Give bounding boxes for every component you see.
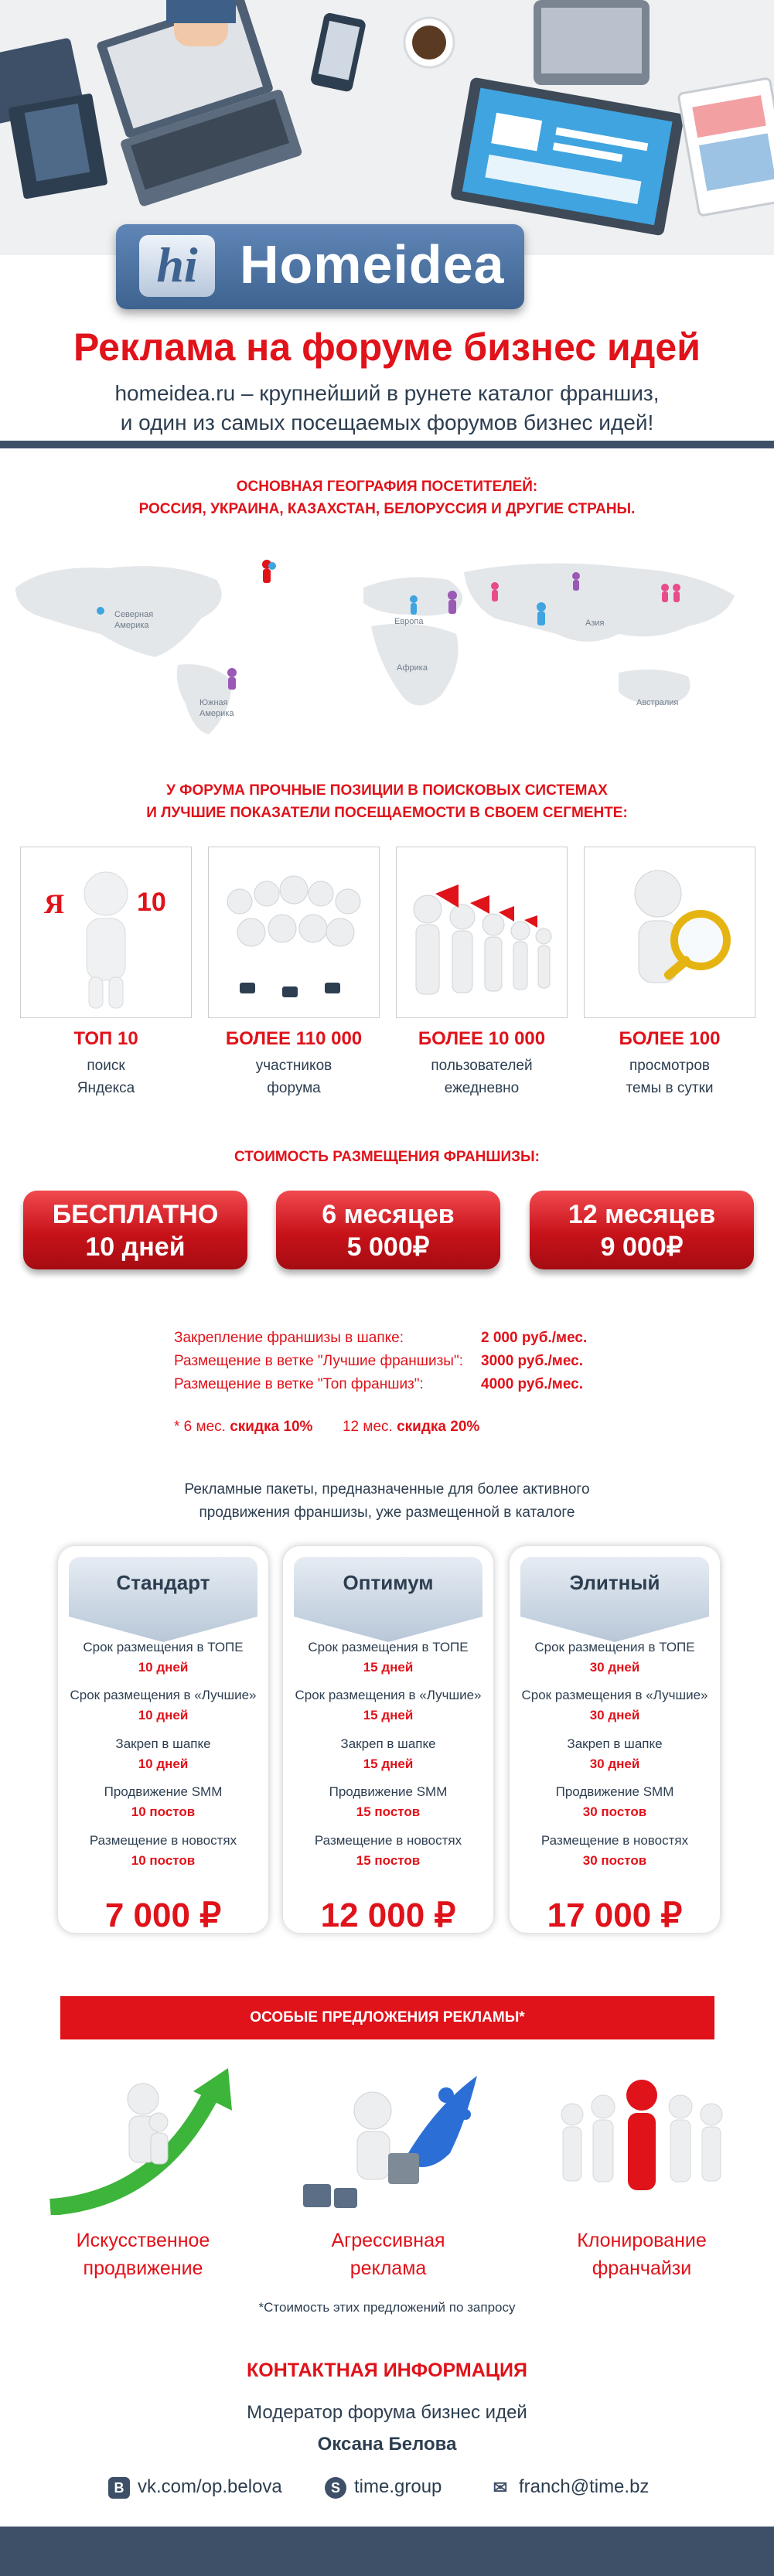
offer-line: Агрессивная: [331, 2230, 445, 2251]
fee-value-best: 3000 руб./мес.: [481, 1353, 583, 1369]
hero-subtitle-line1: homeidea.ru – крупнейший в рунете каталог франшиз,: [114, 381, 660, 405]
row-value: 15 постов: [356, 1804, 421, 1819]
row-value: 30 постов: [582, 1853, 647, 1868]
pricing-title: СТОИМОСТЬ РАЗМЕЩЕНИЯ ФРАНШИЗЫ:: [234, 1149, 540, 1165]
stat-desc-views: [577, 1055, 762, 1099]
package-row: [58, 1637, 268, 1678]
stat-desc-line: пользователей: [431, 1058, 533, 1074]
stat-desc-members: [201, 1055, 387, 1099]
row-label: Продвижение SMM: [104, 1784, 223, 1799]
positions-title-line2: И ЛУЧШИЕ ПОКАЗАТЕЛИ ПОСЕЩАЕМОСТИ В СВОЕМ СЕГМЕНТЕ:: [146, 805, 628, 821]
hero-subtitle-line2: и один из самых посещаемых форумов бизнес идей!: [120, 411, 654, 434]
row-label: Закреп в шапке: [567, 1736, 663, 1751]
stat-desc-line: форума: [267, 1080, 321, 1096]
row-label: Закреп в шапке: [115, 1736, 211, 1751]
row-label: Продвижение SMM: [329, 1784, 448, 1799]
row-label: Закреп в шапке: [340, 1736, 436, 1751]
row-label: Размещение в новостях: [314, 1833, 462, 1848]
hero-subtitle: [0, 379, 774, 438]
offer-line: Клонирование: [577, 2230, 707, 2251]
row-label: Продвижение SMM: [555, 1784, 674, 1799]
positions-title-line1: У ФОРУМА ПРОЧНЫЕ ПОЗИЦИИ В ПОИСКОВЫХ СИСТЕМАХ: [166, 782, 608, 799]
row-label: Срок размещения в «Лучшие»: [295, 1688, 482, 1702]
package-row: [283, 1734, 493, 1774]
contact-name: Оксана Белова: [317, 2434, 457, 2455]
row-label: Размещение в новостях: [540, 1833, 689, 1848]
price-free-button[interactable]: [23, 1191, 247, 1269]
package-price: 17 000 ₽: [547, 1896, 683, 1934]
stat-image-magnifier: [584, 847, 755, 1018]
stat-desc-line: темы в сутки: [626, 1080, 714, 1096]
contact-email[interactable]: [489, 2474, 649, 2500]
package-row: [283, 1685, 493, 1726]
price-button-line1: 12 месяцев: [568, 1200, 716, 1229]
vk-link[interactable]: vk.com/op.belova: [138, 2476, 282, 2497]
discount-note: [174, 1419, 479, 1436]
hero-banner: [0, 0, 774, 441]
package-row: [58, 1782, 268, 1822]
row-label: Размещение в новостях: [89, 1833, 237, 1848]
stat-value-members: БОЛЕЕ 110 000: [225, 1028, 363, 1049]
package-header: [69, 1557, 257, 1642]
clone-figures-illustration: [541, 2060, 742, 2215]
row-label: Срок размещения в «Лучшие»: [70, 1688, 257, 1702]
discount-12-value: скидка 20%: [397, 1419, 480, 1435]
offer-line: Искусственное: [76, 2230, 210, 2251]
offer-title-cloning: [534, 2227, 750, 2282]
offer-line: реклама: [349, 2257, 427, 2279]
row-value: 30 дней: [589, 1660, 640, 1675]
discount-6-value: скидка 10%: [230, 1419, 313, 1435]
stat-desc-line: участников: [255, 1058, 332, 1074]
fee-value-header-pin: 2 000 руб./мес.: [481, 1330, 588, 1346]
package-row: [58, 1831, 268, 1871]
offer-image-artificial-promotion: [43, 2060, 244, 2215]
logo-mark: hi: [139, 235, 215, 297]
package-name: Элитный: [569, 1571, 660, 1594]
contact-title: КОНТАКТНАЯ ИНФОРМАЦИЯ: [247, 2360, 527, 2381]
package-row: [58, 1734, 268, 1774]
price-12-months-button[interactable]: [530, 1191, 754, 1269]
package-row: [510, 1782, 720, 1822]
price-button-line2: 9 000₽: [600, 1232, 684, 1262]
package-optimum[interactable]: [283, 1546, 493, 1933]
fee-label-header-pin: Закрепление франшизы в шапке:: [174, 1330, 404, 1346]
row-label: Срок размещения в ТОПЕ: [83, 1640, 244, 1654]
package-name: Оптимум: [343, 1571, 434, 1594]
hero-desk-illustration: [0, 0, 774, 255]
package-price: 12 000 ₽: [320, 1896, 456, 1934]
stat-value-daily-users: БОЛЕЕ 10 000: [418, 1028, 546, 1049]
price-button-line1: 6 месяцев: [322, 1200, 455, 1229]
stat-value-top10: ТОП 10: [73, 1028, 138, 1049]
row-value: 30 постов: [582, 1804, 647, 1819]
paint-splash-illustration: [288, 2060, 489, 2215]
package-row: [283, 1637, 493, 1678]
region-north-america: Северная Америка: [114, 610, 154, 630]
package-header: [294, 1557, 482, 1642]
region-africa: Африка: [397, 663, 428, 673]
row-label: Срок размещения в ТОПЕ: [534, 1640, 695, 1654]
price-button-line1: БЕСПЛАТНО: [52, 1200, 219, 1229]
discount-6-prefix: * 6 мес.: [174, 1419, 226, 1435]
offer-image-franchise-cloning: [541, 2060, 742, 2215]
stat-value-views: БОЛЕЕ 100: [619, 1028, 721, 1049]
package-elite[interactable]: [510, 1546, 720, 1933]
magnifier-figure-illustration: [585, 847, 755, 1017]
stat-desc-daily-users: [389, 1055, 575, 1099]
package-row: [510, 1685, 720, 1726]
stat-image-crowd: [208, 847, 380, 1018]
row-value: 30 дней: [589, 1708, 640, 1722]
yandex-badge: Я: [44, 888, 64, 919]
stat-image-megaphones: [396, 847, 568, 1018]
contact-moderator: Модератор форума бизнес идей: [247, 2402, 527, 2423]
row-value: 15 дней: [363, 1660, 414, 1675]
figure-with-badges-illustration: [21, 847, 191, 1017]
offer-line: продвижение: [83, 2257, 203, 2279]
price-6-months-button[interactable]: [276, 1191, 500, 1269]
row-value: 15 дней: [363, 1757, 414, 1771]
fee-value-top: 4000 руб./мес.: [481, 1376, 583, 1392]
stat-desc-line: ежедневно: [444, 1080, 520, 1096]
geography-title: [0, 475, 774, 520]
megaphones-illustration: [397, 847, 567, 1017]
package-price: 7 000 ₽: [104, 1896, 222, 1934]
row-label: Срок размещения в ТОПЕ: [308, 1640, 469, 1654]
discount-12-prefix: 12 мес.: [342, 1419, 393, 1435]
logo-name: Homeidea: [240, 234, 505, 295]
packages-intro: [0, 1478, 774, 1525]
skype-link[interactable]: time.group: [354, 2476, 442, 2497]
price-button-line2: 5 000₽: [346, 1232, 430, 1262]
package-row: [283, 1782, 493, 1822]
envelope-icon: ✉: [493, 2477, 508, 2497]
email-link[interactable]: franch@time.bz: [519, 2476, 650, 2497]
package-row: [283, 1831, 493, 1871]
top10-badge: 10: [137, 888, 166, 917]
offer-title-aggressive: [280, 2227, 496, 2282]
package-name: Стандарт: [116, 1571, 210, 1594]
special-note: *Стоимость этих предложений по запросу: [258, 2300, 516, 2315]
offer-title-artificial: [35, 2227, 251, 2282]
package-row: [510, 1637, 720, 1678]
region-south-america: Южная Америка: [199, 698, 234, 718]
offer-image-aggressive-ads: [288, 2060, 489, 2215]
row-value: 15 дней: [363, 1708, 414, 1722]
stat-image-yandex: [20, 847, 192, 1018]
region-australia: Австралия: [636, 698, 679, 707]
geography-title-line1: ОСНОВНАЯ ГЕОГРАФИЯ ПОСЕТИТЕЛЕЙ:: [236, 479, 538, 495]
price-button-line2: 10 дней: [85, 1232, 186, 1262]
geography-title-line2: РОССИЯ, УКРАИНА, КАЗАХСТАН, БЕЛОРУССИЯ И ДРУГИЕ СТРАНЫ.: [138, 501, 636, 517]
row-value: 30 дней: [589, 1757, 640, 1771]
package-header: [520, 1557, 709, 1642]
package-row: [58, 1685, 268, 1726]
stat-desc-line: просмотров: [629, 1058, 711, 1074]
contact-vk[interactable]: [108, 2474, 282, 2500]
offer-line: франчайзи: [592, 2257, 692, 2279]
world-map: [0, 533, 774, 734]
row-value: 15 постов: [356, 1853, 421, 1868]
stat-desc-top10: [13, 1055, 199, 1099]
stat-desc-line: поиск: [87, 1058, 125, 1074]
crowd-illustration: [209, 847, 379, 1017]
region-europe: Европа: [394, 617, 424, 626]
contact-skype[interactable]: [325, 2474, 442, 2500]
footer-bar: [0, 2527, 774, 2576]
homeidea-logo[interactable]: [116, 224, 524, 309]
skype-icon: S: [325, 2477, 346, 2499]
fee-label-best: Размещение в ветке "Лучшие франшизы":: [174, 1353, 463, 1369]
row-value: 10 дней: [138, 1660, 189, 1675]
positions-title: [0, 779, 774, 824]
packages-intro-line2: продвижения франшизы, уже размещенной в каталоге: [199, 1504, 575, 1521]
section-divider: [0, 441, 774, 448]
packages-intro-line1: Рекламные пакеты, предназначенные для более активного: [184, 1481, 590, 1498]
row-value: 10 дней: [138, 1757, 189, 1771]
row-value: 10 дней: [138, 1708, 189, 1722]
region-asia: Азия: [585, 618, 605, 628]
package-row: [510, 1831, 720, 1871]
vk-icon: B: [108, 2477, 130, 2499]
page-title: Реклама на форуме бизнес идей: [73, 325, 701, 369]
growth-arrow-illustration: [43, 2060, 244, 2215]
row-value: 10 постов: [131, 1804, 196, 1819]
desk-workspace-illustration: [0, 0, 774, 255]
stat-desc-line: Яндекса: [77, 1080, 135, 1096]
package-standard[interactable]: [58, 1546, 268, 1933]
row-value: 10 постов: [131, 1853, 196, 1868]
row-label: Срок размещения в «Лучшие»: [521, 1688, 708, 1702]
special-offers-bar: ОСОБЫЕ ПРЕДЛОЖЕНИЯ РЕКЛАМЫ*: [60, 1996, 714, 2039]
fee-label-top: Размещение в ветке "Топ франшиз":: [174, 1376, 424, 1392]
package-row: [510, 1734, 720, 1774]
